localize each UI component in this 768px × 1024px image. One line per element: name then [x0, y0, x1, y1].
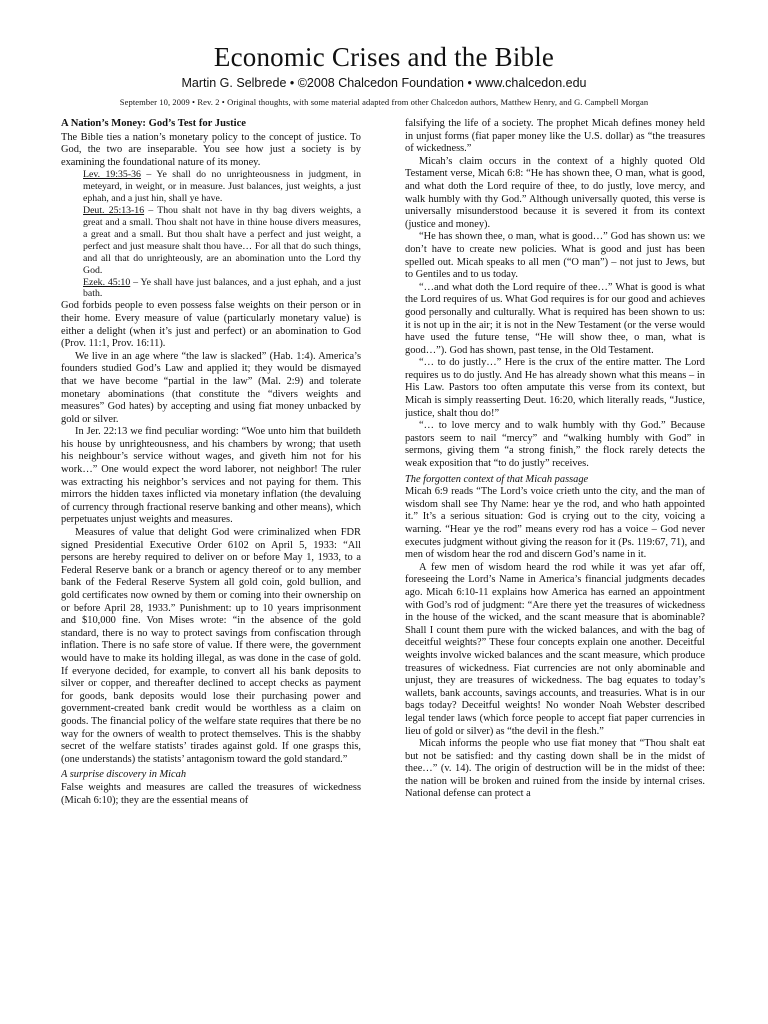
paragraph: “He has shown thee, o man, what is good…” God has shown us: we don’t have to create new policies. What is good and just has been spelled out. Micah speaks to all men (“O man”) – not just to Jews, but to Gentiles and to us today. — [405, 231, 705, 281]
subheading: The forgotten context of that Micah passage — [405, 473, 589, 485]
scripture-quote — [83, 205, 361, 276]
left-column — [61, 118, 361, 1018]
paragraph: In Jer. 22:13 we find peculiar wording: “Woe unto him that buildeth his house by unrighteousness, and his chambers by wrong; that useth his neighbour’s service without wages, and giveth him not for his work…” One would expect the word laborer, not neighbor! The ruler was extracting his neighbor’s services and not paying for them. This mirrors the hidden taxes inflicted via monetary inflation (the devaluing of currency through fractional reserve banking and other means), which perpetuates unjust weights and measures. — [61, 426, 361, 526]
paragraph: False weights and measures are called the treasures of wickedness (Micah 6:10); they are the essential means of — [61, 781, 361, 806]
section-heading: A Nation’s Money: God’s Test for Justice — [61, 118, 246, 129]
document-title: Economic Crises and the Bible — [213, 42, 555, 72]
paragraph: “… to love mercy and to walk humbly with thy God.” Because pastors seem to nail “mercy” and “walking humbly with God” in sermons, giving them “a strong finish,” the flock rarely detects the weak exposition that “to do justly” receives. — [405, 420, 705, 470]
paragraph: “…and what doth the Lord require of thee…” What is good is what the Lord requires of us. What God requires is for our good and achieves good personally and culturally. What is required has been shown to us: it is not up in the air; it is not in the New Testament (or the verse would have used the future tense, “He will show thee, o man, what is good…”). God has shown, past tense, in the Old Testament. — [405, 281, 705, 356]
paragraph: “… to do justly…” Here is the crux of the entire matter. The Lord requires us to do justly. And He has already shown what this means – in His Law. Pastors too often amputate this verse from its context, but Micah is simply reasserting Deut. 16:20, which literally reads, “Justice, justice, shalt thou do!” — [405, 357, 705, 419]
subheading: A surprise discovery in Micah — [61, 769, 187, 781]
revision-line: September 10, 2009 • Rev. 2 • Original thoughts, with some material adapted from other Chalcedon authors, Matthew Henry, and G. Campbell Morgan — [119, 97, 649, 107]
paragraph: Micah 6:9 reads “The Lord’s voice crieth unto the city, and the man of wisdom shall see Thy Name: hear ye the rod, and who hath appointed it.” It’s a serious situation: God is crying out to the city, voicing a warning. “Hear ye the rod” means every rod has a voice – God never executes judgment without giving the reason for it (Ps. 119:67, 71), and men of wisdom hear the rod and discern God’s name in it. — [405, 486, 705, 561]
scripture-quote — [83, 169, 361, 205]
scripture-reference: Deut. 25:13-16 — [83, 205, 145, 217]
paragraph: falsifying the life of a society. The prophet Micah defines money held in unjust forms (fiat paper money like the U.S. dollar) as “the treasures of wickedness.” — [405, 118, 705, 155]
right-column — [405, 118, 705, 1018]
quote-text: – Thou shalt not have in thy bag divers weights, a great and a small. Thou shalt not have in thine house divers measures, a great and a small. But thou shalt have a perfect and just weight, a perfect and just measure shalt thou have… For all that do such things, and all that do unrighteously, are an abomination unto the Lord thy God. — [83, 205, 361, 276]
scripture-reference: Lev. 19:35-36 — [83, 169, 141, 181]
quote-text: – Ye shall do no unrighteousness in judgment, in meteyard, in weight, or in measure. Just balances, just weights, a just ephah, and a just hin, shall ye have. — [83, 169, 361, 205]
paragraph: God forbids people to even possess false weights on their person or in their home. Every measure of value (particularly monetary value) is either a delight (when it’s just and perfect) or an abomination to God (Prov. 11:1, Prov. 16:11). — [61, 300, 361, 350]
paragraph: Micah informs the people who use fiat money that “Thou shalt eat but not be satisfied: and thy casting down shall be in the midst of thee…” (v. 14). The origin of destruction will be in the midst of thee: the nation will be broken and ruined from the inside by internal crises. National defense can protect a — [405, 738, 705, 800]
scripture-reference: Ezek. 45:10 — [83, 276, 131, 288]
author-line: Martin G. Selbrede • ©2008 Chalcedon Foundation • www.chalcedon.edu — [181, 76, 587, 90]
scripture-quote — [83, 277, 361, 301]
paragraph: The Bible ties a nation’s monetary policy to the concept of justice. To God, the two are inseparable. You see how just a society is by examining the foundational nature of its money. — [61, 131, 361, 168]
paragraph: Micah’s claim occurs in the context of a highly quoted Old Testament verse, Micah 6:8: “He has shown thee, O man, what is good, and what doth the Lord require of thee, to do justly, love mercy, and walk humbly with thy God.” Although universally quoted, this verse is universally misunderstood because it is severed it from its context (justice and money). — [405, 155, 705, 230]
paragraph: A few men of wisdom heard the rod while it was yet afar off, foreseeing the Lord’s Name in America’s financial judgments decades ago. Micah 6:10-11 explains how America has earned an appointment with God’s rod of judgment: “Are there yet the treasures of wickedness in the house of the wicked, and the scant measure that is abominable? Shall I count them pure with the wicked balances, and with the bag of deceitful weights?” These four concepts explain one another. Deceitful weights involve wicked balances and the scant measure, which produce treasures of wickedness. Fiat currencies are not only abominable and unjust, they are treasures of wickedness. The bag equates to today’s wallets, bank accounts, savings accounts, and treasuries. What is in our bags today? Deceitful weights! No wonder Noah Webster described legal tender laws (which force people to accept fiat paper currencies in lieu of gold or silver) as “the devil in the flesh.” — [405, 561, 705, 737]
quote-text: – Ye shall have just balances, and a just ephah, and a just bath. — [83, 276, 361, 300]
paragraph: Measures of value that delight God were criminalized when FDR signed Presidential Executive Order 6102 on April 5, 1933: “All persons are hereby required to deliver on or before May 1, 1933, to a Federal Reserve bank or a branch or agency thereof or to any member bank of the Federal Reserve System all gold coin, gold bullion, and gold certificates now owned by them or coming into their ownership on or before April 28, 1933.” Punishment: up to 10 years imprisonment and $10,000 fine. Von Mises wrote: “in the absence of the gold standard, there is no way to protect savings from confiscation through inflation. There is no safe store of value. If there were, the government would have to make its holding illegal, as was done in the case of gold. If everyone decided, for example, to convert all his bank deposits to silver or copper, and thereafter declined to accept checks as payment for goods, bank deposits would lose their purchasing power and government-created bank credit would be worthless as a claim on goods. The financial policy of the welfare state requires that there be no way for the owners of wealth to protect themselves. This is the shabby secret of the welfare statists’ tirades against gold. If one grasps this, (one understands) the statists’ antagonism toward the gold standard.” — [61, 527, 361, 765]
paragraph: We live in an age where “the law is slacked” (Hab. 1:4). America’s founders studied God’s Law and applied it; they would be dismayed that we have become “partial in the law” (Mal. 2:9) and tolerate monetary abominations (that constitute the “divers weights and measures” God hates) by accepting and using fiat money unbacked by gold or silver. — [61, 350, 361, 425]
